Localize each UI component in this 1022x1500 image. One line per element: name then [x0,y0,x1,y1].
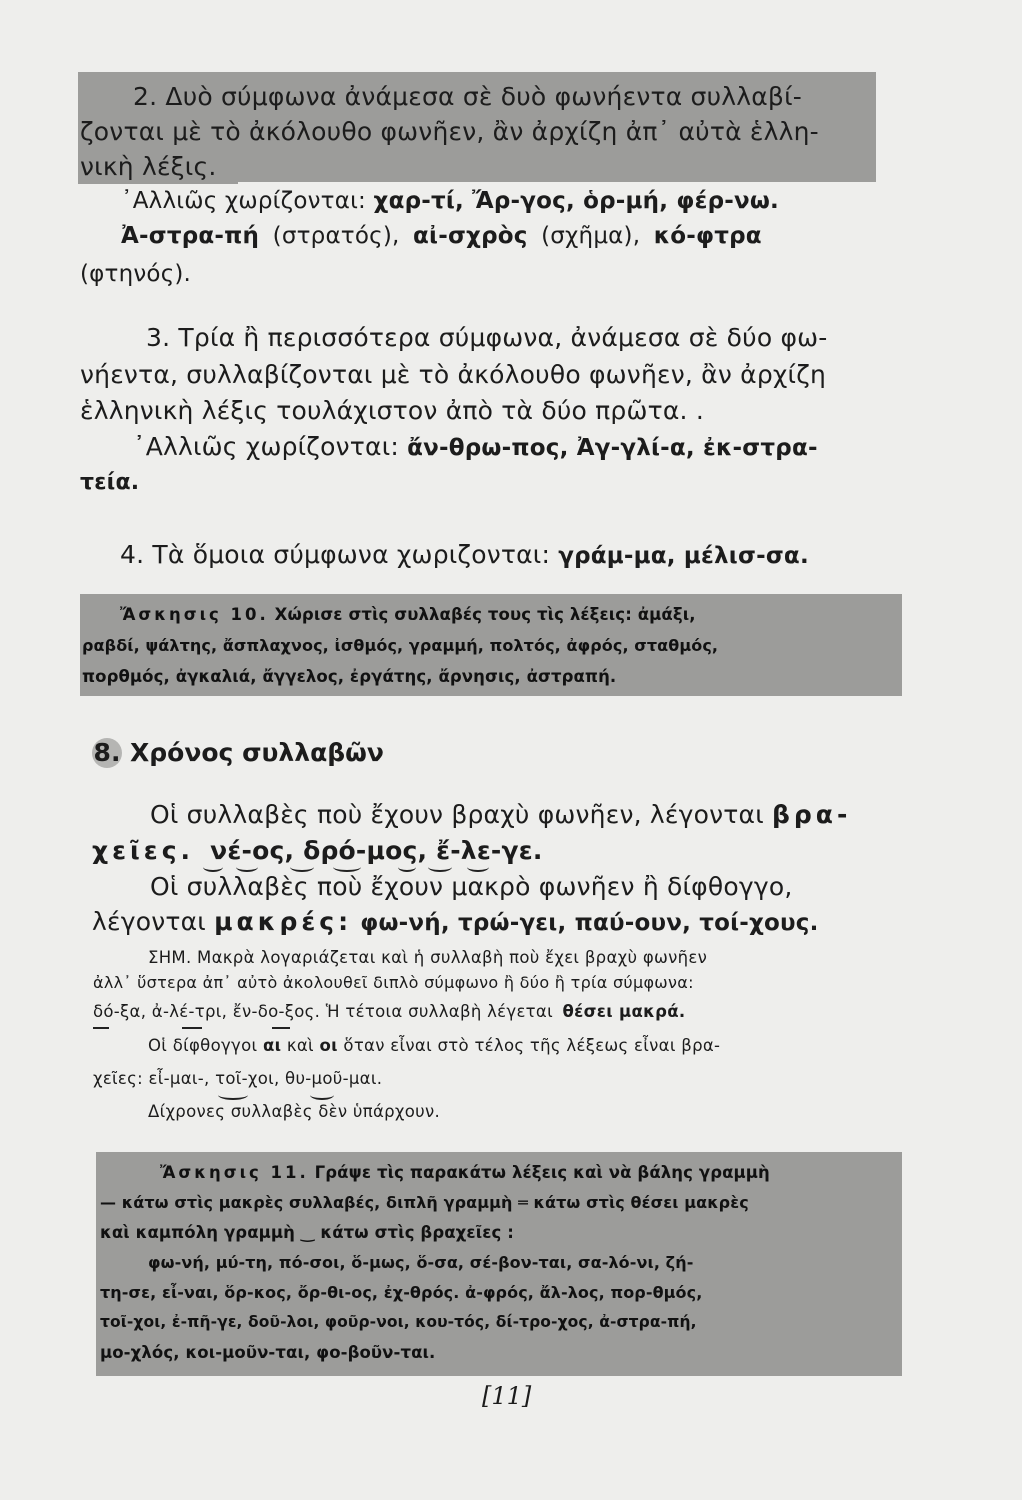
long-syllables-line-1: Οἱ συλλαβὲς ποὺ ἔχουν μακρὸ φωνῆεν ἢ δίφθογγο, [150,872,793,901]
rule2-examples-line [121,223,762,249]
short-mark [398,862,416,872]
short-mark [310,1090,334,1100]
exercise11-instruction: Γράψε τὶς παρακάτω λέξεις καὶ νὰ βάλης γραμμὴ [314,1163,770,1182]
exercise10-instruction: Χώρισε στὶς συλλαβές τους τὶς λέξεις: ἀμάξι, [274,605,696,624]
note-thesei-makra: θέσει μακρά. [562,1002,686,1021]
rule3-line-1: 3. Τρία ἢ περισσότερα σύμφωνα, ἀνάμεσα σὲ δύο φω- [146,323,828,352]
exercise11-line-7: μο-χλός, κοι-μοῦν-ται, φο-βοῦν-ται. [100,1343,436,1362]
note-diphthong-ai: αι [262,1036,282,1055]
rule3-continuation: τεία. [80,470,140,495]
note-line-6: Δίχρονες συλλαβὲς δὲν ὑπάρχουν. [148,1102,441,1121]
note-line-3-text: δό-ξα, ἀ-λέ-τρι, ἔν-δο-ξος. Ἡ τέτοια συλλαβὴ λέγεται [93,1002,553,1021]
long-term: μακρές: [214,907,353,936]
short-mark [218,1090,248,1100]
short-syllables-line-2 [92,836,543,865]
note-line-4-kai: καὶ [286,1036,314,1055]
rule3-line-2: νήεντα, συλλαβίζονται μὲ τὸ ἀκόλουθο φωνῆεν, ἂν ἀρχίζη [80,360,827,389]
long-mark [93,1027,109,1029]
rule2-otherwise-line [121,188,779,214]
exercise10-line-3: πορθμός, ἀγκαλιά, ἄγγελος, ἐργάτης, ἄρνησις, ἀστραπή. [82,667,617,686]
short-mark [467,862,489,872]
long-syllable-examples: φω-νή, τρώ-γει, παύ-ουν, τοί-χους. [360,910,819,936]
exercise11-title: Ἄσκησις 11. [160,1163,309,1182]
rule3-otherwise-line [133,432,818,461]
long-syllables-line-2 [92,907,819,936]
rule2-line-ftinos: (φτηνός). [80,261,192,287]
exercise10-line-1 [120,605,696,624]
section-number: 8. [93,738,121,767]
rule2-otherwise-label: ᾿Αλλιῶς χωρίζονται: [121,188,367,214]
section-title: Χρόνος συλλαβῶν [130,738,384,767]
short-syllable-examples: νέ-ος, δρό-μος, ἔ-λε-γε. [210,836,543,865]
short-term-part-a: βρα- [772,800,852,829]
rule2-note-stratos: (στρατός), [272,223,400,249]
exercise10-line-2: ραβδί, ψάλτης, ἄσπλαχνος, ἰσθμός, γραμμή, πολτός, ἀφρός, σταθμός, [82,636,719,655]
rule2-example-aischros: αἰ-σχρὸς [413,223,528,249]
note-line-3 [93,1002,685,1021]
short-mark [290,862,314,872]
short-syllables-text: Οἱ συλλαβὲς ποὺ ἔχουν βραχὺ φωνῆεν, λέγονται [150,800,764,829]
note-line-2: ἀλλ᾽ ὕστερα ἀπ᾽ αὐτὸ ἀκολουθεῖ διπλὸ σύμφωνο ἢ δύο ἢ τρία σύμφωνα: [93,973,694,992]
rule3-otherwise-label: ᾿Αλλιῶς χωρίζονται: [133,432,399,461]
short-term-part-b: χεῖες. [92,836,195,865]
rule2-line-2: ζονται μὲ τὸ ἀκόλουθο φωνῆεν, ἂν ἀρχίζη ἀπ᾽ αὐτὰ ἑλλη- [80,117,819,146]
rule2-note-schima: (σχῆμα), [541,223,641,249]
long-mark [182,1027,202,1029]
rule2-otherwise-examples: χαρ-τί, Ἄρ-γος, ὁρ-μή, φέρ-νω. [373,188,779,214]
rule3-line-3: ἑλληνικὴ λέξις τουλάχιστον ἀπὸ τὰ δύο πρῶτα. . [80,396,704,425]
note-line-4b: ὅταν εἶναι στὸ τέλος τῆς λέξεως εἶναι βρα- [343,1036,721,1055]
exercise11-line-5: τη-σε, εἶ-ναι, ὅρ-κος, ὄρ-θι-ος, ἐχ-θρός. ἀ-φρός, ἄλ-λος, πορ-θμός, [100,1283,703,1302]
short-mark [236,862,258,872]
page-number: [11] [482,1382,532,1410]
rule2-line-3: νικὴ λέξις. [80,152,217,181]
long-prefix: λέγονται [92,907,206,936]
rule4-text: 4. Τὰ ὅμοια σύμφωνα χωριζονται: [120,540,551,569]
short-mark [203,862,223,872]
rule4-examples: γράμ-μα, μέλισ-σα. [558,543,809,569]
short-mark [333,862,361,872]
short-syllables-line-1 [150,800,851,829]
exercise11-line-6: τοῖ-χοι, ἐ-πῆ-γε, δοῦ-λοι, φοῦρ-νοι, κου-τός, δί-τρο-χος, ἀ-στρα-πή, [100,1313,697,1331]
note-line-1: ΣΗΜ. Μακρὰ λογαριάζεται καὶ ἡ συλλαβὴ ποὺ ἔχει βραχὺ φωνῆεν [148,948,708,967]
long-mark [272,1027,290,1029]
exercise11-line-4: φω-νή, μύ-τη, πό-σοι, ὅ-μως, ὅ-σα, σέ-βον-ται, σα-λό-νι, ζή- [148,1253,694,1272]
note-line-4 [148,1036,720,1055]
note-line-5: χεῖες: εἶ-μαι-, τοῖ-χοι, θυ-μοῦ-μαι. [93,1069,383,1088]
exercise11-line-1 [160,1163,770,1182]
note-diphthong-oi: οι [319,1036,338,1055]
exercise10-title: Ἄσκησις 10. [120,605,269,624]
exercise11-line-3: καὶ καμπόλη γραμμὴ ‿ κάτω στὶς βραχεῖες : [100,1223,514,1242]
rule4-line [120,540,809,569]
exercise11-line-2: — κάτω στὶς μακρὲς συλλαβές, διπλῆ γραμμὴ ═ κάτω στὶς θέσει μακρὲς [100,1193,749,1212]
rule3-otherwise-examples: ἄν-θρω-πος, Ἀγ-γλί-α, ἐκ-στρα- [407,435,818,461]
short-mark [428,862,452,872]
rule2-line-1: 2. Δυὸ σύμφωνα ἀνάμεσα σὲ δυὸ φωνήεντα συλλαβί- [133,82,802,111]
rule2-example-koftra: κό-φτρα [653,223,762,249]
section-heading [92,738,384,768]
note-line-4a: Οἱ δίφθογγοι [148,1036,258,1055]
rule2-example-astrapi: Ἀ-στρα-πή [121,223,260,249]
